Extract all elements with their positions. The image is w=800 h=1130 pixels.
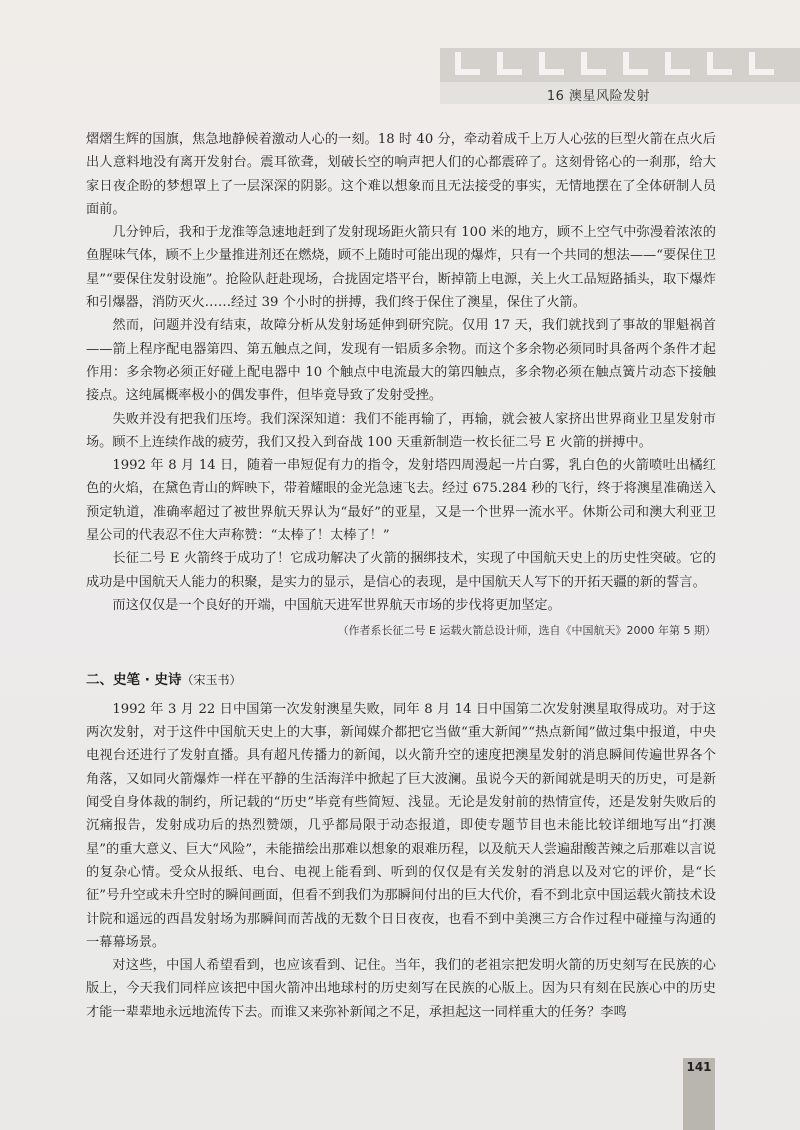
paragraph: 失败并没有把我们压垮。我们深深知道：我们不能再输了，再输，就会被人家挤出世界商业卫星发射市场。顾不上连续作战的疲劳，我们又投入到奋战 100 天重新制造一枚长征二号 E 火箭的拼搏中。 [86, 411, 716, 450]
paragraph: 长征二号 E 火箭终于成功了！它成功解决了火箭的捆绑技术，实现了中国航天史上的历史性突破。它的成功是中国航天人能力的积聚，是实力的显示，是信心的表现，是中国航天人写下的开拓天疆的新的誓言。 [86, 551, 716, 590]
page-number: 141 [686, 1060, 712, 1074]
source-note: （作者系长征二号 E 运载火箭总设计师，选自《中国航天》2000 年第 5 期） [337, 624, 716, 638]
paragraph: 1992 年 3 月 22 日中国第一次发射澳星失败，同年 8 月 14 日中国第二次发射澳星取得成功。对于这两次发射，对于这件中国航天史上的大事，新闻媒介都把它当做“重大新闻”“热点新闻”做过集中报道，中央电视台还进行了发射直播。具有超凡传播力的新闻，以火箭升空的速度把澳星发射的消息瞬间传遍世界各个角落，又如同火箭爆炸一样在平静的生活海洋中掀起了巨大波澜。虽说今天的新闻就是明天的历史，可是新闻受自身体裁的制约，所记载的“历史”毕竟有些简短、浅显。无论是发射前的热情宣传，还是发射失败后的沉痛报告，发射成功后的热烈赞颂，几乎都局限于动态报道，即使专题节目也未能比较详细地写出“打澳星”的重大意义、巨大“风险”，未能描绘出那难以想象的艰难历程，以及航天人尝遍甜酸苦辣之后那难以言说的复杂心情。受众从报纸、电台、电视上能看到、听到的仅仅是有关发射的消息以及对它的评价，是“长征”号升空或未升空时的瞬间画面，但看不到我们为那瞬间付出的巨大代价，看不到北京中国运载火箭技术设计院和遥远的西昌发射场为那瞬间而苦战的无数个日日夜夜，也看不到中美澳三方合作过程中碰撞与沟通的一幕幕场景。 [86, 701, 716, 950]
paragraph: 对这些，中国人希望看到，也应该看到、记住。当年，我们的老祖宗把发明火箭的历史刻写在民族的心版上，今天我们同样应该把中国火箭冲出地球村的历史刻写在民族的心版上。因为只有刻在民族心中的历史才能一辈辈地永远地流传下去。而谁又来弥补新闻之不足，承担起这一同样重大的任务？李鸣 [86, 958, 716, 1020]
paragraph: 而这仅仅是一个良好的开端，中国航天进军世界航天市场的步伐将更加坚定。 [112, 597, 561, 613]
section-author: （宋玉书） [181, 672, 242, 687]
paragraph: 几分钟后，我和于龙淮等急速地赶到了发射现场距火箭只有 100 米的地方，顾不上空气中弥漫着浓浓的鱼腥味气体，顾不上少量推进剂还在燃烧，顾不上随时可能出现的爆炸，只有一个共同的想法——“要保住卫星”“要保住发射设施”。抢险队赶赴现场，合拢固定塔平台，断掉箭上电源，关上火工品短路插头，取下爆炸和引爆器，消防灭火……经过 39 个小时的拼搏，我们终于保住了澳星，保住了火箭。 [86, 225, 716, 311]
article-body [86, 128, 716, 1024]
paragraph: 然而，问题并没有结束，故障分析从发射场延伸到研究院。仅用 17 天，我们就找到了事故的罪魁祸首——箭上程序配电器第四、第五触点之间，发现有一铝质多余物。而这个多余物必须同时具备两个条件才起作用：多余物必须正好碰上配电器中 10 个触点中电流最大的第四触点，多余物必须在触点簧片动态下接触接点。这纯属概率极小的偶发事件，但毕竟导致了发射受挫。 [86, 318, 716, 404]
paragraph: 熠熠生辉的国旗，焦急地静候着激动人心的一刻。18 时 40 分，牵动着成千上万人心弦的巨型火箭在点火后出人意料地没有离开发射台。震耳欲聋，划破长空的响声把人们的心都震碎了。这刻骨铭心的一刹那，给大家日夜企盼的梦想罩上了一层深深的阴影。这个难以想象而且无法接受的事实，无情地摆在了全体研制人员面前。 [86, 132, 716, 217]
chapter-title: 16 澳星风险发射 [546, 89, 650, 104]
paragraph: 1992 年 8 月 14 日，随着一串短促有力的指令，发射塔四周漫起一片白雾，乳白色的火箭喷吐出橘红色的火焰，在黛色青山的辉映下，带着耀眼的金光急速飞去。经过 675.284 秒的飞行，终于将澳星准确送入预定轨道，准确率超过了被世界航天界认为“最好”的亚星，又是一个世界一流水平。休斯公司和澳大利亚卫星公司的代表忍不住大声称赞：“太棒了！太棒了！” [86, 458, 716, 544]
section-heading [86, 669, 716, 692]
section-title: 二、史笔 · 史诗 [86, 671, 182, 688]
